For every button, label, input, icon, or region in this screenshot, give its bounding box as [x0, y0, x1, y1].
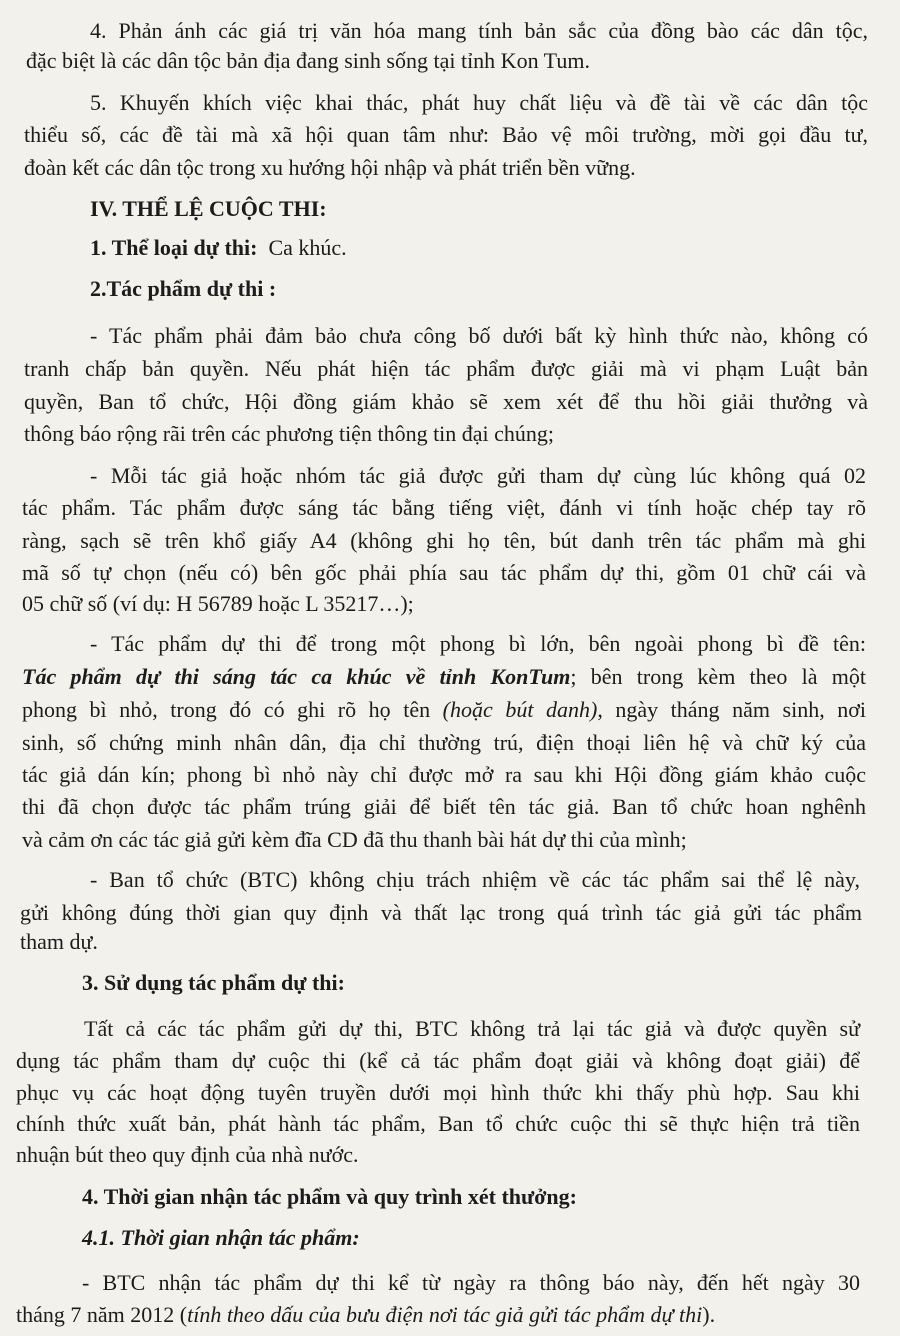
p3-line5: tác giả dán kín; phong bì nhỏ này chỉ được mở ra sau khi Hội đồng giám khảo cuộc [22, 762, 866, 787]
p6-line1: - BTC nhận tác phẩm dự thi kể từ ngày ra thông báo này, đến hết ngày 30 [82, 1270, 860, 1295]
p3-line1: - Tác phẩm dự thi để trong một phong bì lớn, bên ngoài phong bì đề tên: [90, 631, 866, 656]
p6-line2-italic: tính theo dấu của bưu điện nơi tác giả gửi tác phẩm dự thi [187, 1302, 703, 1327]
p3-line3-italic: (hoặc bút danh) [442, 697, 598, 722]
p3-envelope-title: Tác phẩm dự thi sáng tác ca khúc về tỉnh KonTum [22, 664, 571, 689]
p5-line4: chính thức xuất bản, phát hành tác phẩm, Ban tổ chức cuộc thi sẽ thực hiện trả tiền [16, 1111, 860, 1136]
section-iv-heading: IV. THỂ LỆ CUỘC THI: [90, 196, 327, 221]
p2-line4: mã số tự chọn (nếu có) bên gốc phải phía sau tác phẩm dự thi, gồm 01 chữ cái và [22, 560, 866, 585]
item5-line1: 5. Khuyến khích việc khai thác, phát huy chất liệu và đề tài về các dân tộc [90, 90, 868, 115]
item4-line1: 4. Phản ánh các giá trị văn hóa mang tính bản sắc của đồng bào các dân tộc, [90, 18, 868, 43]
p6-line2-b: ). [702, 1302, 716, 1327]
p1-line3: quyền, Ban tổ chức, Hội đồng giám khảo sẽ xem xét để thu hồi giải thưởng và [24, 389, 868, 414]
p4-line2: gửi không đúng thời gian quy định và thất lạc trong quá trình tác giả gửi tác phẩm [20, 900, 862, 925]
item4-line2: đặc biệt là các dân tộc bản địa đang sinh sống tại tỉnh Kon Tum. [26, 48, 590, 73]
p3-line2 [22, 663, 866, 691]
p5-line2: dụng tác phẩm tham dự cuộc thi (kể cả tác phẩm đoạt giải và không đoạt giải) để [16, 1048, 860, 1073]
p1-line1: - Tác phẩm phải đảm bảo chưa công bố dưới bất kỳ hình thức nào, không có [90, 323, 868, 348]
p3-line2-rest: ; bên trong kèm theo là một [570, 664, 867, 689]
p3-line3 [22, 696, 866, 724]
p5-line1: Tất cả các tác phẩm gửi dự thi, BTC không trả lại tác giả và được quyền sử [84, 1016, 860, 1041]
p3-line3-b: , ngày tháng năm sinh, nơi [597, 697, 867, 722]
p5-line3: phục vụ các hoạt động tuyên truyền dưới mọi hình thức khi thấy phù hợp. Sau khi [16, 1080, 860, 1105]
p4-line3: tham dự. [20, 929, 98, 954]
p5-line5: nhuận bút theo quy định của nhà nước. [16, 1142, 359, 1167]
section-1-value: Ca khúc. [268, 235, 347, 260]
section-1-label: 1. Thể loại dự thi: [90, 235, 258, 260]
p2-line1: - Mỗi tác giả hoặc nhóm tác giả được gửi tham dự cùng lúc không quá 02 [90, 463, 866, 488]
item5-line2: thiểu số, các đề tài mà xã hội quan tâm như: Bảo vệ môi trường, mời gọi đầu tư, [24, 122, 868, 147]
section-1-line [90, 234, 347, 262]
p2-line2: tác phẩm. Tác phẩm được sáng tác bằng tiếng việt, đánh vi tính hoặc chép tay rõ [22, 495, 866, 520]
p1-line4: thông báo rộng rãi trên các phương tiện thông tin đại chúng; [24, 421, 555, 446]
p3-line4: sinh, số chứng minh nhân dân, địa chỉ thường trú, điện thoại liên hệ và chữ ký của [22, 730, 866, 755]
p3-line3-a: phong bì nhỏ, trong đó có ghi rõ họ tên [22, 697, 431, 722]
p2-line3: ràng, sạch sẽ trên khổ giấy A4 (không ghi họ tên, bút danh trên tác phẩm mà ghi [22, 528, 866, 553]
section-3-heading: 3. Sử dụng tác phẩm dự thi: [82, 970, 345, 995]
section-2-heading: 2.Tác phẩm dự thi : [90, 276, 277, 301]
item5-line3: đoàn kết các dân tộc trong xu hướng hội nhập và phát triển bền vững. [24, 155, 636, 180]
p1-line2: tranh chấp bản quyền. Nếu phát hiện tác phẩm được giải mà vi phạm Luật bản [24, 356, 868, 381]
p4-line1: - Ban tổ chức (BTC) không chịu trách nhiệm về các tác phẩm sai thể lệ này, [90, 867, 860, 892]
section-4-heading: 4. Thời gian nhận tác phẩm và quy trình xét thưởng: [82, 1184, 577, 1209]
p2-line5: 05 chữ số (ví dụ: H 56789 hoặc L 35217…); [22, 591, 414, 616]
p6-line2-a: tháng 7 năm 2012 ( [16, 1302, 188, 1327]
p3-line6: thi đã chọn được tác phẩm trúng giải để biết tên tác giả. Ban tổ chức hoan nghênh [22, 794, 866, 819]
p6-line2 [16, 1301, 715, 1329]
p3-line7: và cảm ơn các tác giả gửi kèm đĩa CD đã thu thanh bài hát dự thi của mình; [22, 827, 687, 852]
section-41-heading: 4.1. Thời gian nhận tác phẩm: [82, 1225, 360, 1250]
